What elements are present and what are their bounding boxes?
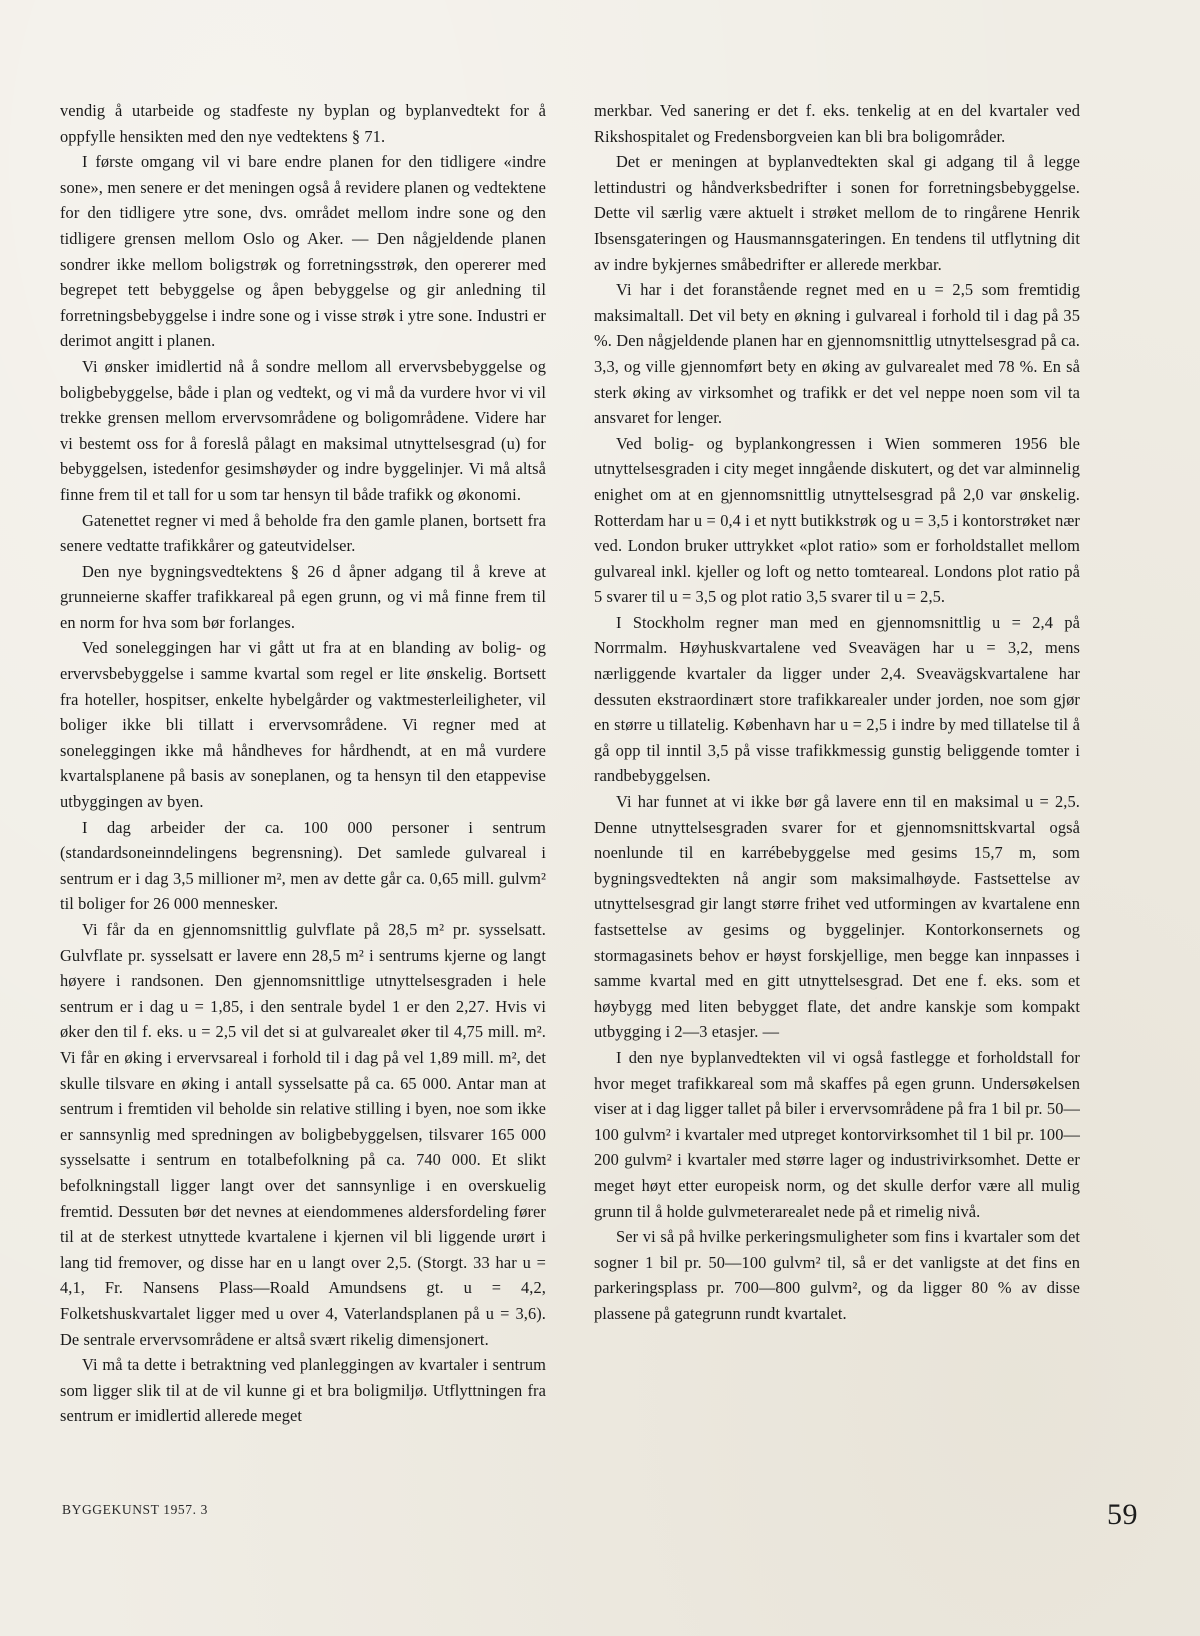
- paragraph: I Stockholm regner man med en gjennomsnittlig u = 2,4 på Norrmalm. Høyhuskvartalene ved Sveavägen har u = 3,2, mens nærliggende kvartaler da ligger under 2,4. Sveavägskvartalene har dessuten ekstraordinært store trafikkarealer under jorden, noe som gjør en større u tillatelig. København har u = 2,5 i indre by med tillatelse til å gå opp til inntil 3,5 på visse trafikkmessig gunstig beliggende tomter i randbebyggelsen.: [594, 612, 1080, 786]
- paragraph: Vi må ta dette i betraktning ved planleggingen av kvartaler i sentrum som ligger slik til at de vil kunne gi et bra boligmiljø. Utflyttningen fra sentrum er imidlertid allerede meget: [60, 1355, 546, 1426]
- paragraph: Gatenettet regner vi med å beholde fra den gamle planen, bortsett fra senere vedtatte trafikkårer og gateutvidelser.: [60, 510, 546, 556]
- paragraph: Ser vi så på hvilke perkeringsmuligheter som fins i kvartaler som det sogner 1 bil pr. 50—100 gulvm² til, så er det vanligste at det fins en parkeringsplass pr. 700—800 gulvm², og da ligger 80 % av disse plassene på gategrunn rundt kvartalet.: [594, 1227, 1080, 1323]
- paragraph: merkbar. Ved sanering er det f. eks. tenkelig at en del kvartaler ved Rikshospitalet og Fredensborgveien kan bli bra boligområder.: [594, 101, 1080, 146]
- paragraph: Den nye bygningsvedtektens § 26 d åpner adgang til å kreve at grunneierne skaffer trafikkareal på egen grunn, og vi må finne frem til en norm for hva som bør forlanges.: [60, 561, 546, 632]
- article-body: [60, 98, 1080, 1429]
- journal-footer: BYGGEKUNST 1957. 3: [62, 1502, 208, 1517]
- page-number: 59: [1107, 1498, 1138, 1531]
- paragraph: vendig å utarbeide og stadfeste ny byplan og byplanvedtekt for å oppfylle hensikten med den nye vedtektens § 71.: [60, 101, 546, 146]
- paragraph: Vi har funnet at vi ikke bør gå lavere enn til en maksimal u = 2,5. Denne utnyttelsesgraden svarer for et gjennomsnittskvartal også noenlunde til en karrébebyggelse med gesims 15,7 m, som bygningsvedtekten nå angir som maksimalhøyde. Fastsettelse av utnyttelsesgrad gir langt større frihet ved utformingen av kvartalene enn fastsettelse av gesims og byggelinjer. Kontorkonsernets og stormagasinets behov er høyst forskjellige, men begge kan innpasses i samme kvartal med en gitt utnyttelsesgrad. Det ene f. eks. som et høybygg med liten bebygget flate, det andre kanskje som kompakt utbygging i 2—3 etasjer. —: [594, 792, 1080, 1042]
- paragraph: Vi ønsker imidlertid nå å sondre mellom all ervervsbebyggelse og boligbebyggelse, både i plan og vedtekt, og vi må da vurdere hvor vi vil trekke grensen mellom ervervsområdene og boligområdene. Videre har vi bestemt oss for å foreslå pålagt en maksimal utnyttelsesgrad (u) for bebyggelsen, istedenfor gesimshøyder og indre byggelinjer. Vi må altså finne frem til et tall for u som tar hensyn til både trafikk og økonomi.: [60, 356, 546, 504]
- paragraph: Ved bolig- og byplankongressen i Wien sommeren 1956 ble utnyttelsesgraden i city meget inngående diskutert, og det var alminnelig enighet om at en gjennomsnittlig utnyttelsesgrad på 2,0 var ønskelig. Rotterdam har u = 0,4 i et nytt butikkstrøk og u = 3,5 i kontorstrøket nær ved. London bruker uttrykket «plot ratio» som er forholdstallet mellom gulvareal inkl. kjeller og loft og netto tomteareal. Londons plot ratio på 5 svarer til u = 3,5 og plot ratio 3,5 svarer til u = 2,5.: [594, 433, 1080, 607]
- paragraph: I den nye byplanvedtekten vil vi også fastlegge et forholdstall for hvor meget trafikkareal som må skaffes på egen grunn. Undersøkelsen viser at i dag ligger tallet på biler i ervervsområdene på fra 1 bil pr. 50—100 gulvm² i kvartaler med utpreget kontorvirksomhet til 1 bil pr. 100—200 gulvm² i kvartaler med større lager og industrivirksomhet. Dette er meget høyt etter europeisk norm, og det skulle derfor være all mulig grunn til å holde gulvmeterarealet nede på et rimelig nivå.: [594, 1047, 1080, 1221]
- paragraph: Det er meningen at byplanvedtekten skal gi adgang til å legge lettindustri og håndverksbedrifter i sonen for forretningsbebyggelse. Dette vil særlig være aktuelt i strøket mellom de to ringårene Henrik Ibsensgateringen og Hausmannsgateringen. En tendens til utflytning dit av indre bykjernes småbedrifter er allerede merkbar.: [594, 152, 1080, 274]
- paragraph: Ved soneleggingen har vi gått ut fra at en blanding av bolig- og ervervsbebyggelse i samme kvartal som regel er lite ønskelig. Bortsett fra hoteller, hospitser, enkelte hybelgårder og vaktmesterleiligheter, vil boliger ikke bli tillatt i ervervsområdene. Vi regner med at soneleggingen ikke må håndheves for hårdhendt, at en må vurdere kvartalsplanene på basis av soneplanen, og ta hensyn til den etappevise utbyggingen av byen.: [60, 638, 546, 812]
- right-column: [594, 98, 1080, 1429]
- paragraph: Vi får da en gjennomsnittlig gulvflate på 28,5 m² pr. sysselsatt. Gulvflate pr. sysselsatt er lavere enn 28,5 m² i sentrums kjerne og langt høyere i randsonen. Den gjennomsnittlige utnyttelsesgraden i hele sentrum er i dag u = 1,85, i den sentrale bydel 1 er den 2,27. Hvis vi øker den til f. eks. u = 2,5 vil det si at gulvarealet øker til 4,75 mill. m². Vi får en øking i ervervsareal i forhold til i dag på vel 1,89 mill. m², det skulle tilsvare en øking i antall sysselsatte på ca. 65 000. Antar man at sentrum i fremtiden vil beholde sin relative stilling i byen, noe som ikke er sannsynlig med spredningen av boligbebyggelsen, tilsvarer 165 000 sysselsatte i sentrum en totalbefolkning på ca. 740 000. Et slikt befolkningstall ligger langt over det sannsynlige i en overskuelig fremtid. Dessuten bør det nevnes at eiendommenes aldersfordeling fører til at de sterkest utnyttede kvartalene i kjernen vil bli liggende urørt i lang tid fremover, og disse har en u langt over 2,5. (Storgt. 33 har u = 4,1, Fr. Nansens Plass—Roald Amundsens gt. u = 4,2, Folketshuskvartalet ligger med u over 4, Vaterlandsplanen på u = 3,6). De sentrale ervervsområdene er altså svært rikelig dimensjonert.: [60, 920, 546, 1349]
- paragraph: Vi har i det foranstående regnet med en u = 2,5 som fremtidig maksimaltall. Det vil bety en økning i gulvareal i forhold til i dag på 35 %. Den någjeldende planen har en gjennomsnittlig utnyttelsesgrad på ca. 3,3, og ville gjennomført bety en øking av gulvarealet med 78 %. En så sterk øking av virksomhet og trafikk er det vel neppe noen som vil ta ansvaret for lenger.: [594, 280, 1080, 428]
- paragraph: I første omgang vil vi bare endre planen for den tidligere «indre sone», men senere er det meningen også å revidere planen og vedtektene for den tidligere ytre sone, dvs. området mellom indre sone og den tidligere grensen mellom Oslo og Aker. — Den någjeldende planen sondrer ikke mellom boligstrøk og forretningsstrøk, den opererer med begrepet tett bebyggelse og åpen bebyggelse og gir anledning til forretningsbebyggelse i indre sone og i visse strøk i ytre sone. Industri er derimot angitt i planen.: [60, 152, 546, 351]
- left-column: [60, 98, 546, 1429]
- paragraph: I dag arbeider der ca. 100 000 personer i sentrum (standardsoneinndelingens begrensning). Det samlede gulvareal i sentrum er i dag 3,5 millioner m², men av dette går ca. 0,65 mill. gulvm² til boliger for 26 000 mennesker.: [60, 817, 546, 914]
